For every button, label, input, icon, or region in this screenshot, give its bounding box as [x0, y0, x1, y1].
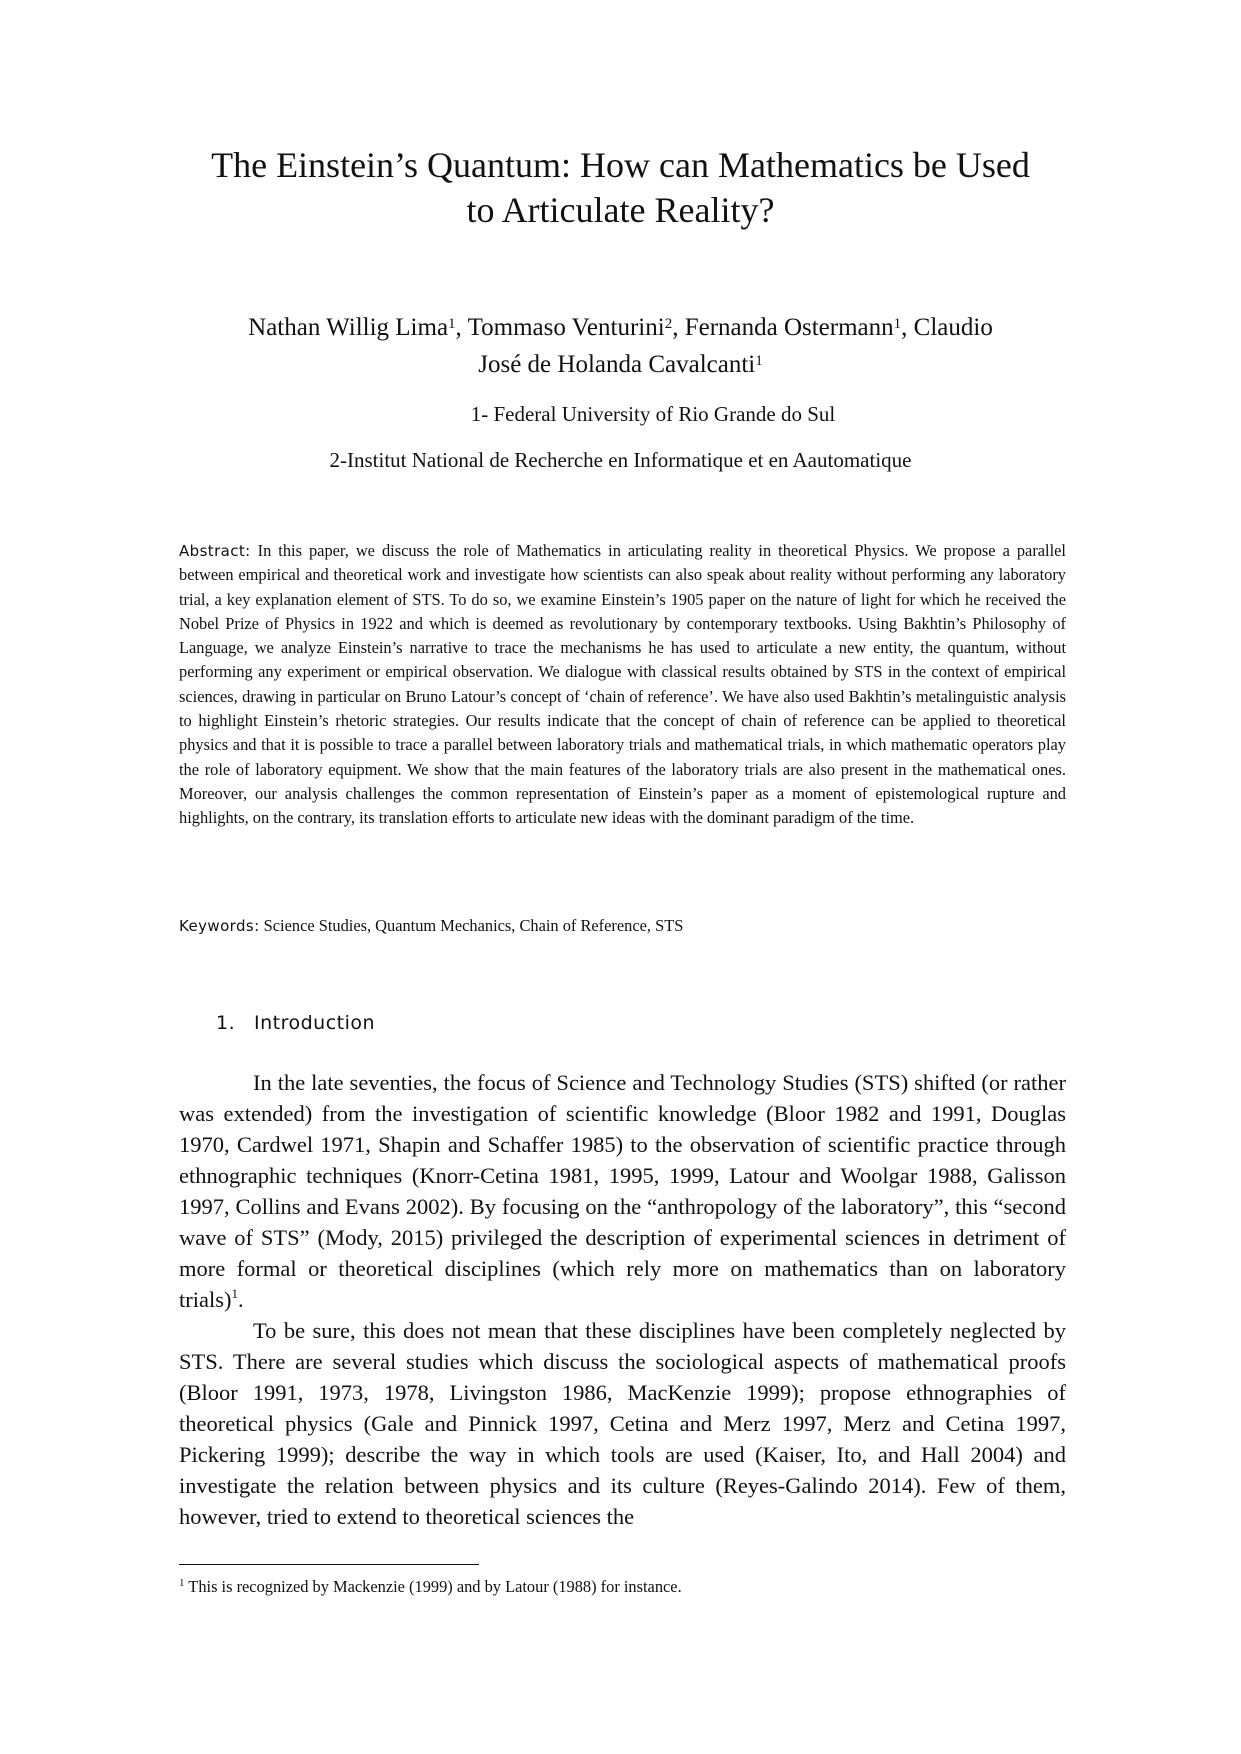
paragraph-1 [179, 1067, 1066, 1315]
author-1-affiliation: 1 [448, 316, 456, 332]
paragraph-2: To be sure, this does not mean that these disciplines have been completely neglected by STS. There are several studies which discuss the sociological aspects of mathematical proofs (Bloor 1991, 1973, 1978, Livingston 1986, MacKenzie 1999); propose ethnographies of theoretical physics (Gale and Pinnick 1997, Cetina and Merz 1997, Merz and Cetina 1997, Pickering 1999); describe the way in which tools are used (Kaiser, Ito, and Hall 2004) and investigate the relation between physics and its culture (Reyes-Galindo 2014). Few of them, however, tried to extend to theoretical sciences the [179, 1318, 1066, 1529]
keywords-label: Keywords: [179, 917, 260, 935]
footnote-text: This is recognized by Mackenzie (1999) and by Latour (1988) for instance. [184, 1577, 682, 1596]
author-line-2 [0, 346, 1241, 383]
author-2-affiliation: 2 [664, 316, 673, 332]
author-1: Nathan Willig Lima [248, 314, 449, 341]
footnote-ref-1[interactable]: 1 [231, 1286, 238, 1301]
footnote-divider [179, 1564, 479, 1565]
footnote-mark: 1 [179, 1577, 185, 1589]
paragraph-1-end: . [237, 1287, 244, 1312]
affiliation-2: 2-Institut National de Recherche en Informatique et en Aautomatique [329, 448, 912, 472]
section-body [179, 1067, 1066, 1532]
title-line-2: to Articulate Reality? [466, 190, 775, 230]
author-list [0, 309, 1241, 383]
affiliation-1: 1- Federal University of Rio Grande do Sul [470, 402, 836, 426]
abstract [179, 539, 1066, 831]
section-heading [216, 1012, 375, 1034]
title-line-1: The Einstein’s Quantum: How can Mathematics be Used [211, 145, 1030, 185]
paper-title [0, 143, 1241, 233]
paragraph-1-text: In the late seventies, the focus of Science and Technology Studies (STS) shifted (or rather was extended) from the investigation of scientific knowledge (Bloor 1982 and 1991, Douglas 1970, Cardwel 1971, Shapin and Schaffer 1985) to the observation of scientific practice through ethnographic techniques (Knorr-Cetina 1981, 1995, 1999, Latour and Woolgar 1988, Galisson 1997, Collins and Evans 2002). By focusing on the “anthropology of the laboratory”, this “second wave of STS” (Mody, 2015) privileged the description of experimental sciences in detriment of more formal or theoretical disciplines (which rely more on mathematics than on laboratory trials) [179, 1070, 1066, 1312]
keywords [179, 914, 1066, 938]
section-number: 1. [216, 1012, 236, 1034]
author-3-affiliation: 1 [893, 316, 902, 332]
abstract-label: Abstract: [179, 542, 251, 560]
footnote-1 [179, 1576, 682, 1598]
author-4-affiliation: 1 [755, 353, 763, 369]
author-4-first: , Claudio [901, 314, 993, 341]
author-3: , Fernanda Ostermann [672, 314, 894, 341]
author-4-last: José de Holanda Cavalcanti [478, 351, 756, 378]
author-2: , Tommaso Venturini [455, 314, 665, 341]
abstract-text: In this paper, we discuss the role of Mathematics in articulating reality in theoretical Physics. We propose a parallel between empirical and theoretical work and investigate how scientists can also speak about reality without performing any laboratory trial, a key explanation element of STS. To do so, we examine Einstein’s 1905 paper on the nature of light for which he received the Nobel Prize of Physics in 1922 and which is deemed as revolutionary by contemporary textbooks. Using Bakhtin’s Philosophy of Language, we analyze Einstein’s narrative to trace the mechanisms he has used to articulate a new entity, the quantum, without performing any experiment or empirical observation. We dialogue with classical results obtained by STS in the context of empirical sciences, drawing in particular on Bruno Latour’s concept of ‘chain of reference’. We have also used Bakhtin’s metalinguistic analysis to highlight Einstein’s rhetoric strategies. Our results indicate that the concept of chain of reference can be applied to theoretical physics and that it is possible to trace a parallel between laboratory trials and mathematical trials, in which mathematic operators play the role of laboratory equipment. We show that the main features of the laboratory trials are also present in the mathematical ones. Moreover, our analysis challenges the common representation of Einstein’s paper as a moment of epistemological rupture and highlights, on the contrary, its translation efforts to articulate new ideas with the dominant paradigm of the time. [179, 541, 1066, 828]
section-title: Introduction [254, 1012, 376, 1034]
author-line-1 [0, 309, 1241, 346]
keywords-text: Science Studies, Quantum Mechanics, Chain of Reference, STS [263, 916, 684, 935]
